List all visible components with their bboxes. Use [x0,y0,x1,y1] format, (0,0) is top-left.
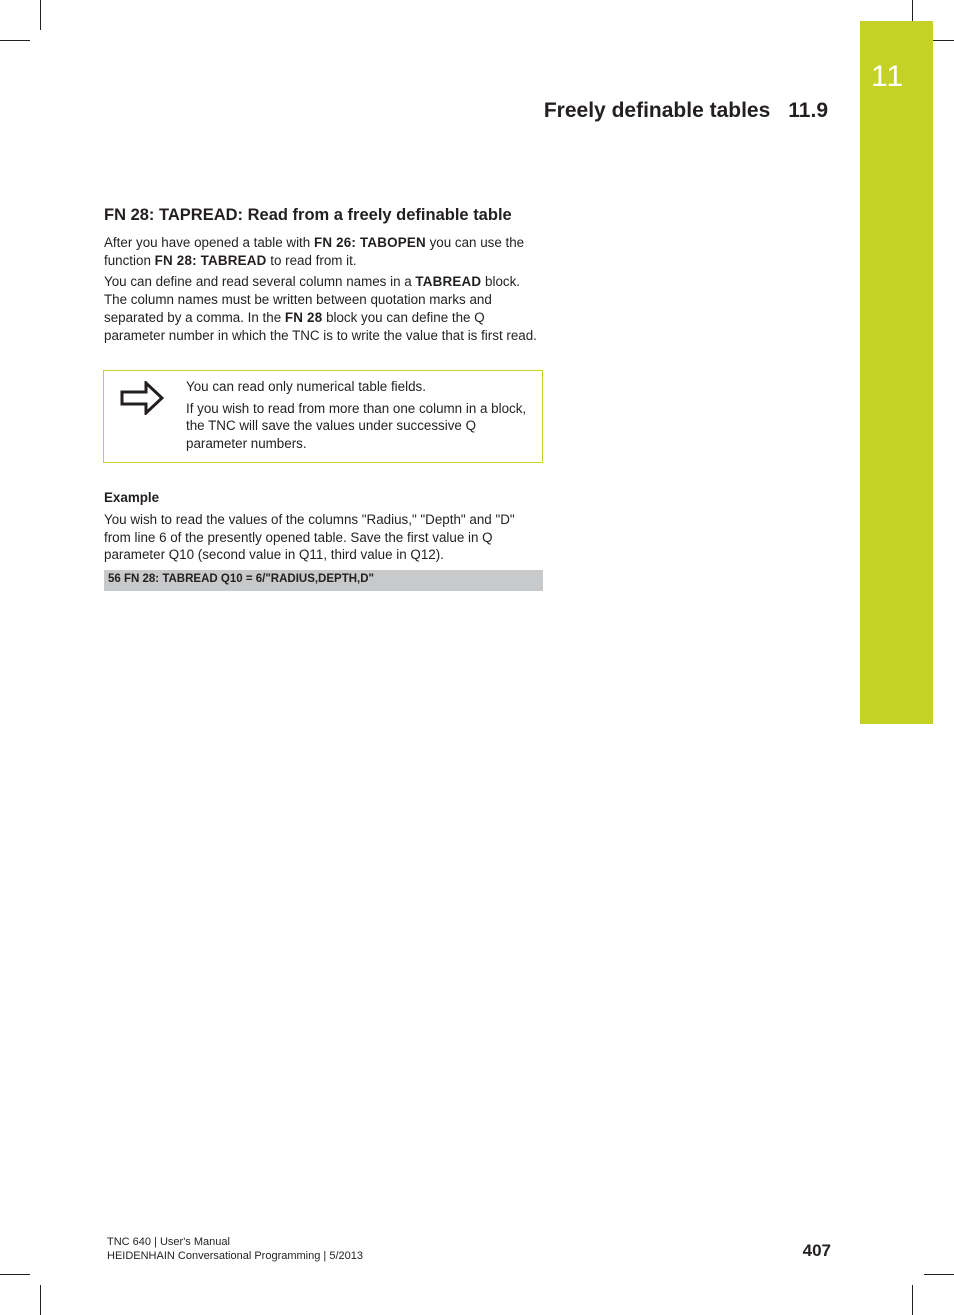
note-text [186,378,536,457]
footer [107,1235,363,1263]
main-content [104,206,544,348]
running-head-title: Freely definable tables [543,99,771,122]
crop-mark [40,1285,41,1315]
footer-line: HEIDENHAIN Conversational Programming | 5/2013 [107,1250,363,1262]
note-box [103,370,543,463]
text: block. The column names must be written between quotation marks and separated by a comma. In the [104,274,520,325]
text: You can define and read several column names in a [104,274,416,290]
text: After you have opened a table with [104,235,314,250]
running-head [544,99,828,123]
section-heading: FN 28: TAPREAD: Read from a freely definable table [104,206,512,224]
keyword: FN 26: TABOPEN [313,235,426,250]
note-line: You can read only numerical table fields. [186,379,426,394]
text: to read from it. [266,252,357,268]
crop-mark [912,1285,913,1315]
crop-mark [0,1274,30,1275]
code-line: 56 FN 28: TABREAD Q10 = 6/"RADIUS,DEPTH,D" [108,573,374,585]
example-text: You wish to read the values of the columns "Radius," "Depth" and "D" from line 6 of the presently opened table. Save the first value in Q parameter Q10 (second value in Q11, third value in Q12). [104,512,515,563]
keyword: FN 28: TABREAD [154,252,267,268]
paragraph-intro [104,234,544,269]
paragraph-columns [104,273,544,344]
chapter-tab [860,21,933,724]
crop-mark [0,40,30,41]
chapter-number: 11 [871,60,905,93]
keyword: TABREAD [415,274,482,290]
note-line: If you wish to read from more than one column in a block, the TNC will save the values under successive Q parameter numbers. [186,400,527,452]
arrow-right-icon [120,381,164,415]
page-number: 407 [802,1241,831,1260]
footer-line: TNC 640 | User's Manual [107,1236,230,1248]
code-block [104,570,543,591]
keyword: FN 28 [284,309,323,325]
running-head-section: 11.9 [788,99,828,122]
example-heading: Example [104,490,160,505]
text: block you can define the Q parameter number in which the TNC is to write the value that is first read. [104,309,537,343]
example-section [104,490,544,568]
text: you can use the function [104,235,525,268]
crop-mark [40,0,41,30]
crop-mark [924,1274,954,1275]
